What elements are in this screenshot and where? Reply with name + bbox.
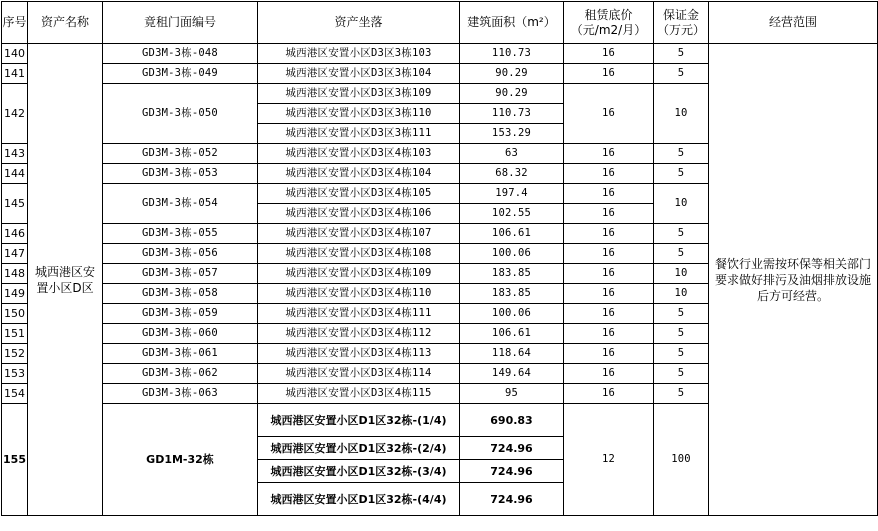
deposit-cell: 5: [654, 164, 709, 184]
header-deposit: 保证金（万元）: [654, 2, 709, 44]
location-cell: 城西港区安置小区D3区3栋110: [258, 104, 460, 124]
deposit-cell: 10: [654, 284, 709, 304]
price-cell: 16: [564, 304, 654, 324]
deposit-cell: 100: [654, 404, 709, 516]
area-cell: 118.64: [460, 344, 564, 364]
area-cell: 100.06: [460, 244, 564, 264]
deposit-cell: 5: [654, 44, 709, 64]
area-cell: 724.96: [460, 460, 564, 483]
seq-cell: 151: [2, 324, 28, 344]
seq-cell: 152: [2, 344, 28, 364]
seq-cell: 154: [2, 384, 28, 404]
price-cell: 16: [564, 244, 654, 264]
code-cell: GD3M-3栋-049: [103, 64, 258, 84]
price-cell: 16: [564, 384, 654, 404]
scope-cell: 餐饮行业需按环保等相关部门要求做好排污及油烟排放设施后方可经营。: [709, 44, 878, 516]
location-cell: 城西港区安置小区D3区4栋108: [258, 244, 460, 264]
price-cell: 16: [564, 84, 654, 144]
price-cell: 16: [564, 264, 654, 284]
seq-cell: 141: [2, 64, 28, 84]
location-cell: 城西港区安置小区D1区32栋-(4/4): [258, 483, 460, 516]
location-cell: 城西港区安置小区D3区4栋115: [258, 384, 460, 404]
area-cell: 197.4: [460, 184, 564, 204]
location-cell: 城西港区安置小区D3区4栋112: [258, 324, 460, 344]
code-cell: GD3M-3栋-059: [103, 304, 258, 324]
area-cell: 106.61: [460, 324, 564, 344]
seq-cell: 150: [2, 304, 28, 324]
area-cell: 110.73: [460, 44, 564, 64]
seq-cell: 140: [2, 44, 28, 64]
asset-name-cell: 城西港区安置小区D区: [28, 44, 103, 516]
seq-cell: 143: [2, 144, 28, 164]
deposit-cell: 5: [654, 324, 709, 344]
price-cell: 16: [564, 224, 654, 244]
location-cell: 城西港区安置小区D3区3栋103: [258, 44, 460, 64]
code-cell: GD3M-3栋-063: [103, 384, 258, 404]
area-cell: 100.06: [460, 304, 564, 324]
deposit-cell: 10: [654, 184, 709, 224]
area-cell: 690.83: [460, 404, 564, 437]
location-cell: 城西港区安置小区D1区32栋-(1/4): [258, 404, 460, 437]
code-cell: GD3M-3栋-060: [103, 324, 258, 344]
deposit-cell: 5: [654, 364, 709, 384]
code-cell: GD3M-3栋-050: [103, 84, 258, 144]
area-cell: 183.85: [460, 264, 564, 284]
deposit-cell: 5: [654, 144, 709, 164]
price-cell: 16: [564, 184, 654, 204]
area-cell: 90.29: [460, 84, 564, 104]
code-cell: GD3M-3栋-052: [103, 144, 258, 164]
deposit-cell: 10: [654, 84, 709, 144]
price-cell: 16: [564, 44, 654, 64]
price-cell: 16: [564, 344, 654, 364]
deposit-cell: 5: [654, 344, 709, 364]
code-cell: GD3M-3栋-058: [103, 284, 258, 304]
area-cell: 153.29: [460, 124, 564, 144]
area-cell: 183.85: [460, 284, 564, 304]
code-cell: GD3M-3栋-061: [103, 344, 258, 364]
location-cell: 城西港区安置小区D3区3栋111: [258, 124, 460, 144]
area-cell: 106.61: [460, 224, 564, 244]
seq-cell: 145: [2, 184, 28, 224]
header-area: 建筑面积（m²）: [460, 2, 564, 44]
header-row: [2, 2, 878, 44]
deposit-cell: 5: [654, 64, 709, 84]
code-cell: GD3M-3栋-062: [103, 364, 258, 384]
price-cell: 16: [564, 364, 654, 384]
code-cell: GD3M-3栋-056: [103, 244, 258, 264]
location-cell: 城西港区安置小区D3区4栋111: [258, 304, 460, 324]
area-cell: 95: [460, 384, 564, 404]
location-cell: 城西港区安置小区D3区3栋104: [258, 64, 460, 84]
area-cell: 724.96: [460, 437, 564, 460]
code-cell: GD3M-3栋-048: [103, 44, 258, 64]
location-cell: 城西港区安置小区D3区4栋103: [258, 144, 460, 164]
location-cell: 城西港区安置小区D3区4栋104: [258, 164, 460, 184]
price-cell: 16: [564, 284, 654, 304]
location-cell: 城西港区安置小区D3区4栋105: [258, 184, 460, 204]
code-cell: GD3M-3栋-053: [103, 164, 258, 184]
price-cell: 12: [564, 404, 654, 516]
header-scope: 经营范围: [709, 2, 878, 44]
location-cell: 城西港区安置小区D3区4栋106: [258, 204, 460, 224]
location-cell: 城西港区安置小区D3区4栋110: [258, 284, 460, 304]
seq-cell: 153: [2, 364, 28, 384]
code-cell: GD1M-32栋: [103, 404, 258, 516]
code-cell: GD3M-3栋-055: [103, 224, 258, 244]
area-cell: 149.64: [460, 364, 564, 384]
location-cell: 城西港区安置小区D3区4栋114: [258, 364, 460, 384]
location-cell: 城西港区安置小区D3区4栋109: [258, 264, 460, 284]
seq-cell: 149: [2, 284, 28, 304]
price-cell: 16: [564, 144, 654, 164]
deposit-cell: 5: [654, 384, 709, 404]
seq-cell: 155: [2, 404, 28, 516]
location-cell: 城西港区安置小区D3区3栋109: [258, 84, 460, 104]
header-seq: 序号: [2, 2, 28, 44]
area-cell: 102.55: [460, 204, 564, 224]
deposit-cell: 5: [654, 244, 709, 264]
location-cell: 城西港区安置小区D1区32栋-(3/4): [258, 460, 460, 483]
area-cell: 110.73: [460, 104, 564, 124]
seq-cell: 148: [2, 264, 28, 284]
seq-cell: 147: [2, 244, 28, 264]
deposit-cell: 10: [654, 264, 709, 284]
seq-cell: 146: [2, 224, 28, 244]
area-cell: 90.29: [460, 64, 564, 84]
location-cell: 城西港区安置小区D3区4栋107: [258, 224, 460, 244]
deposit-cell: 5: [654, 304, 709, 324]
header-price: 租赁底价（元/m2/月）: [564, 2, 654, 44]
location-cell: 城西港区安置小区D1区32栋-(2/4): [258, 437, 460, 460]
seq-cell: 142: [2, 84, 28, 144]
lease-table: [1, 1, 878, 516]
price-cell: 16: [564, 324, 654, 344]
deposit-cell: 5: [654, 224, 709, 244]
seq-cell: 144: [2, 164, 28, 184]
code-cell: GD3M-3栋-057: [103, 264, 258, 284]
price-cell: 16: [564, 64, 654, 84]
header-code: 竟租门面编号: [103, 2, 258, 44]
location-cell: 城西港区安置小区D3区4栋113: [258, 344, 460, 364]
header-location: 资产坐落: [258, 2, 460, 44]
header-asset-name: 资产名称: [28, 2, 103, 44]
price-cell: 16: [564, 204, 654, 224]
area-cell: 63: [460, 144, 564, 164]
area-cell: 724.96: [460, 483, 564, 516]
table-row: [2, 44, 878, 64]
price-cell: 16: [564, 164, 654, 184]
code-cell: GD3M-3栋-054: [103, 184, 258, 224]
area-cell: 68.32: [460, 164, 564, 184]
